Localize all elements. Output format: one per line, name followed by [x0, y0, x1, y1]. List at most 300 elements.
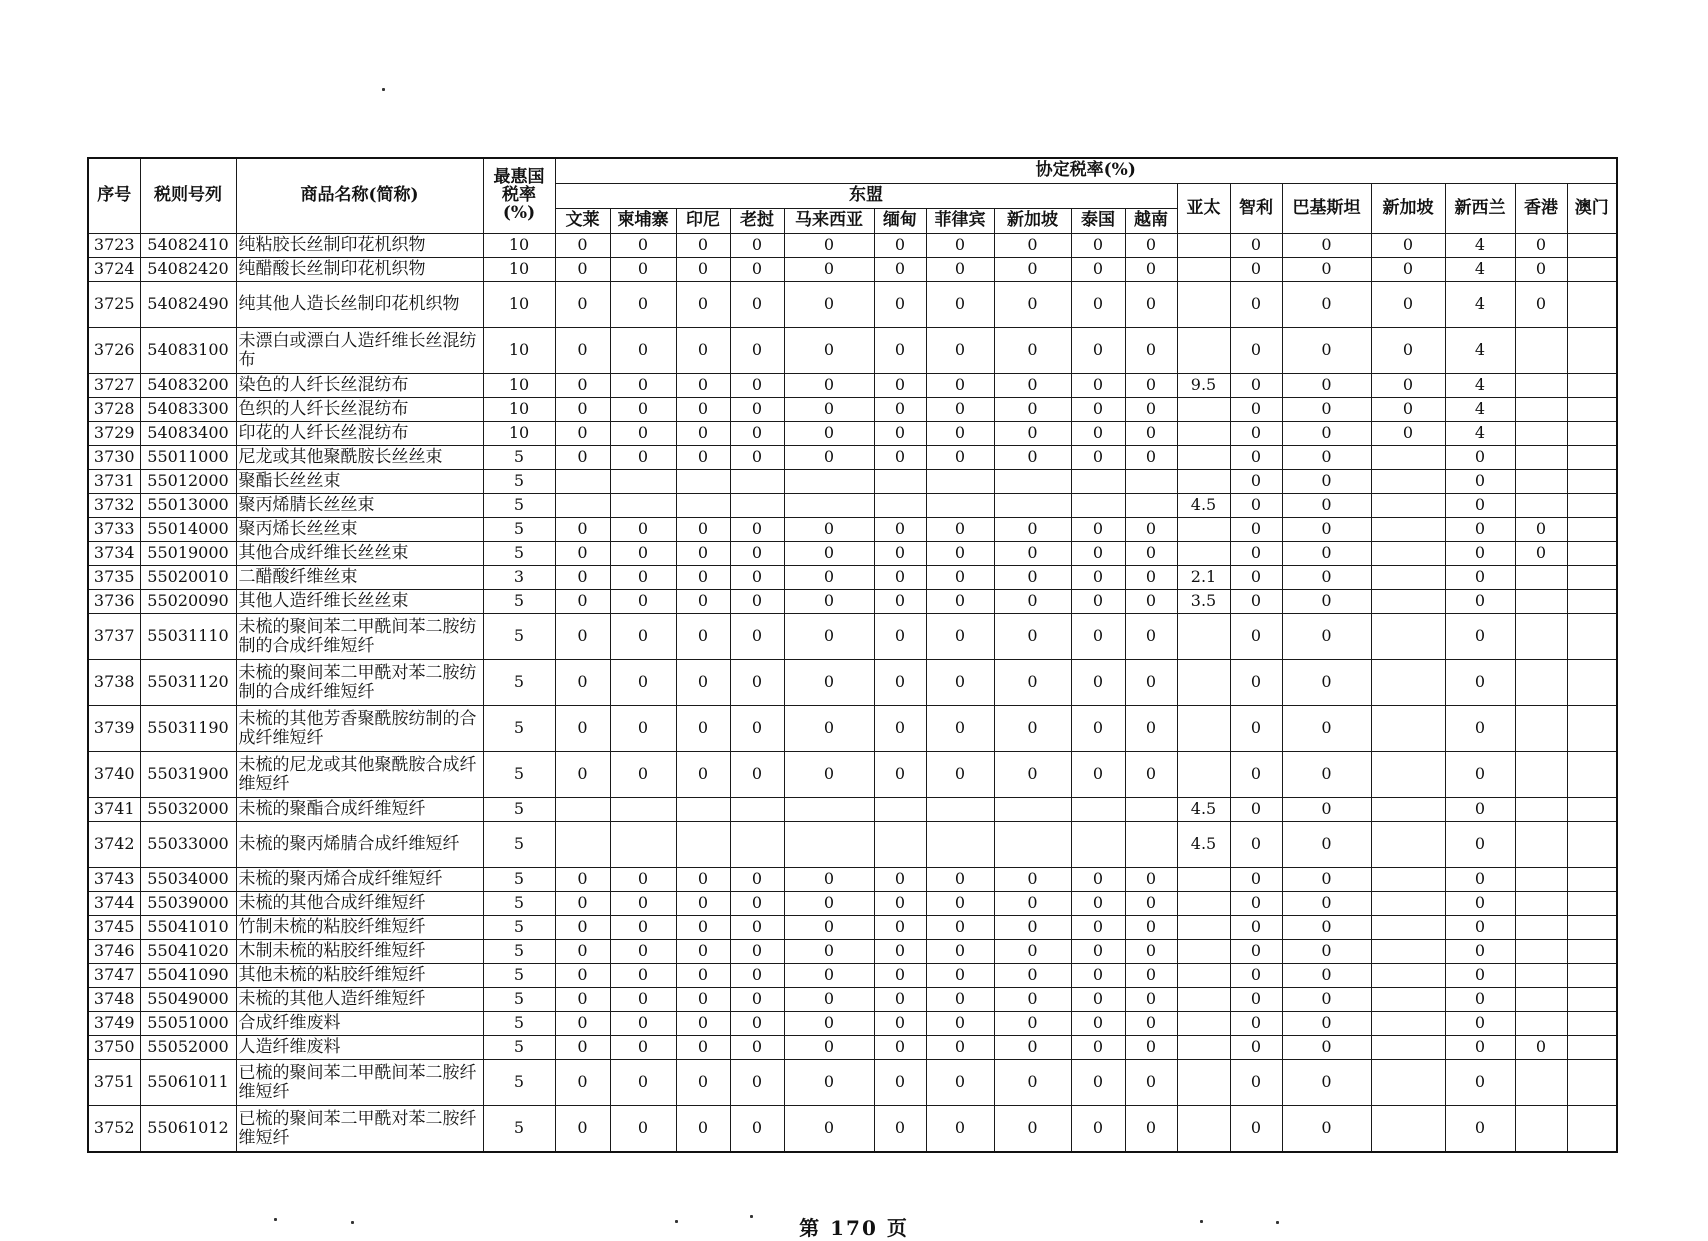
- cell-mfn: 5: [483, 1012, 555, 1036]
- cell-asean-rate: 0: [676, 590, 730, 614]
- cell-asean-rate: 0: [994, 398, 1071, 422]
- cell-asean-rate: 0: [676, 446, 730, 470]
- cell-asean-rate: [730, 798, 784, 822]
- cell-apta: [1177, 964, 1230, 988]
- table-row: [88, 328, 1617, 374]
- cell-asean-rate: 0: [730, 590, 784, 614]
- cell-asean-rate: 0: [994, 258, 1071, 282]
- cell-code: 55031190: [140, 706, 236, 752]
- cell-asean-rate: 0: [610, 590, 676, 614]
- cell-hong-kong: [1515, 470, 1567, 494]
- cell-macau: [1567, 446, 1617, 470]
- cell-seq: 3738: [88, 660, 140, 706]
- cell-seq: 3750: [88, 1036, 140, 1060]
- cell-asean-rate: 0: [555, 940, 610, 964]
- cell-asean-rate: 0: [1071, 660, 1125, 706]
- cell-new-zealand: 0: [1445, 1060, 1515, 1106]
- cell-asean-rate: [610, 798, 676, 822]
- cell-asean-rate: [874, 822, 926, 868]
- cell-mfn: 10: [483, 374, 555, 398]
- cell-chile: 0: [1230, 494, 1282, 518]
- header-asean-member: 印尼: [676, 209, 730, 234]
- cell-asean-rate: 0: [874, 590, 926, 614]
- cell-asean-rate: 0: [676, 566, 730, 590]
- cell-apta: 3.5: [1177, 590, 1230, 614]
- cell-asean-rate: [555, 494, 610, 518]
- cell-code: 55019000: [140, 542, 236, 566]
- cell-asean-rate: [994, 470, 1071, 494]
- cell-asean-rate: [610, 494, 676, 518]
- header-pakistan: 巴基斯坦: [1282, 184, 1371, 234]
- cell-name: 未梳的聚间苯二甲酰对苯二胺纺制的合成纤维短纤: [236, 660, 483, 706]
- cell-apta: [1177, 916, 1230, 940]
- cell-asean-rate: 0: [1071, 614, 1125, 660]
- cell-seq: 3725: [88, 282, 140, 328]
- cell-asean-rate: 0: [676, 706, 730, 752]
- cell-asean-rate: 0: [994, 422, 1071, 446]
- cell-code: 55052000: [140, 1036, 236, 1060]
- cell-code: 54083200: [140, 374, 236, 398]
- scan-speck: [382, 88, 385, 91]
- cell-asean-rate: 0: [1071, 258, 1125, 282]
- cell-hong-kong: 0: [1515, 1036, 1567, 1060]
- cell-asean-rate: 0: [926, 258, 994, 282]
- cell-hong-kong: [1515, 494, 1567, 518]
- cell-asean-rate: 0: [555, 542, 610, 566]
- cell-macau: [1567, 1106, 1617, 1153]
- cell-asean-rate: 0: [874, 940, 926, 964]
- cell-name: 未梳的尼龙或其他聚酰胺合成纤维短纤: [236, 752, 483, 798]
- cell-seq: 3729: [88, 422, 140, 446]
- cell-asean-rate: 0: [610, 706, 676, 752]
- cell-asean-rate: 0: [874, 398, 926, 422]
- cell-pakistan: 0: [1282, 822, 1371, 868]
- cell-asean-rate: [874, 470, 926, 494]
- cell-singapore: [1371, 446, 1445, 470]
- cell-asean-rate: 0: [926, 282, 994, 328]
- cell-new-zealand: 0: [1445, 446, 1515, 470]
- cell-mfn: 5: [483, 494, 555, 518]
- cell-pakistan: 0: [1282, 1060, 1371, 1106]
- cell-apta: 4.5: [1177, 798, 1230, 822]
- cell-asean-rate: 0: [676, 752, 730, 798]
- cell-singapore: [1371, 868, 1445, 892]
- cell-asean-rate: [926, 470, 994, 494]
- cell-hong-kong: [1515, 706, 1567, 752]
- cell-asean-rate: 0: [874, 374, 926, 398]
- table-row: [88, 398, 1617, 422]
- cell-asean-rate: 0: [874, 282, 926, 328]
- table-row: [88, 542, 1617, 566]
- cell-asean-rate: 0: [610, 374, 676, 398]
- table-row: [88, 234, 1617, 258]
- cell-asean-rate: 0: [1125, 940, 1177, 964]
- cell-name: 木制未梳的粘胶纤维短纤: [236, 940, 483, 964]
- cell-asean-rate: 0: [926, 706, 994, 752]
- cell-seq: 3731: [88, 470, 140, 494]
- cell-asean-rate: 0: [874, 892, 926, 916]
- cell-mfn: 5: [483, 752, 555, 798]
- cell-hong-kong: [1515, 446, 1567, 470]
- cell-code: 54082490: [140, 282, 236, 328]
- cell-new-zealand: 0: [1445, 916, 1515, 940]
- cell-apta: 2.1: [1177, 566, 1230, 590]
- cell-seq: 3724: [88, 258, 140, 282]
- cell-asean-rate: 0: [784, 964, 874, 988]
- cell-asean-rate: 0: [730, 868, 784, 892]
- cell-name: 未梳的聚间苯二甲酰间苯二胺纺制的合成纤维短纤: [236, 614, 483, 660]
- cell-code: 54083100: [140, 328, 236, 374]
- cell-chile: 0: [1230, 566, 1282, 590]
- cell-asean-rate: 0: [1125, 1106, 1177, 1153]
- cell-name: 纯其他人造长丝制印花机织物: [236, 282, 483, 328]
- cell-asean-rate: 0: [730, 566, 784, 590]
- cell-apta: [1177, 660, 1230, 706]
- table-row: [88, 494, 1617, 518]
- cell-name: 二醋酸纤维丝束: [236, 566, 483, 590]
- cell-asean-rate: 0: [610, 422, 676, 446]
- cell-singapore: [1371, 470, 1445, 494]
- cell-asean-rate: 0: [676, 1060, 730, 1106]
- cell-seq: 3751: [88, 1060, 140, 1106]
- table-row: [88, 518, 1617, 542]
- cell-mfn: 5: [483, 964, 555, 988]
- cell-hong-kong: [1515, 868, 1567, 892]
- table-row: [88, 374, 1617, 398]
- cell-hong-kong: [1515, 1060, 1567, 1106]
- cell-seq: 3749: [88, 1012, 140, 1036]
- cell-asean-rate: [730, 822, 784, 868]
- table-row: [88, 1106, 1617, 1153]
- cell-apta: [1177, 706, 1230, 752]
- cell-hong-kong: [1515, 398, 1567, 422]
- cell-mfn: 5: [483, 892, 555, 916]
- cell-asean-rate: 0: [926, 518, 994, 542]
- cell-macau: [1567, 964, 1617, 988]
- cell-asean-rate: 0: [555, 590, 610, 614]
- cell-asean-rate: 0: [994, 1060, 1071, 1106]
- cell-asean-rate: 0: [676, 614, 730, 660]
- cell-name: 已梳的聚间苯二甲酰对苯二胺纤维短纤: [236, 1106, 483, 1153]
- cell-singapore: [1371, 940, 1445, 964]
- cell-asean-rate: [676, 822, 730, 868]
- cell-asean-rate: 0: [926, 446, 994, 470]
- cell-asean-rate: 0: [1125, 1012, 1177, 1036]
- cell-asean-rate: 0: [555, 1106, 610, 1153]
- cell-asean-rate: 0: [1125, 446, 1177, 470]
- header-mfn-line3: (%): [502, 202, 536, 223]
- cell-new-zealand: 0: [1445, 706, 1515, 752]
- cell-asean-rate: 0: [994, 988, 1071, 1012]
- cell-asean-rate: 0: [1071, 1012, 1125, 1036]
- cell-chile: 0: [1230, 1060, 1282, 1106]
- cell-new-zealand: 0: [1445, 660, 1515, 706]
- cell-macau: [1567, 614, 1617, 660]
- cell-asean-rate: 0: [1125, 234, 1177, 258]
- cell-chile: 0: [1230, 1036, 1282, 1060]
- cell-macau: [1567, 590, 1617, 614]
- cell-asean-rate: 0: [730, 518, 784, 542]
- table-row: [88, 422, 1617, 446]
- cell-asean-rate: 0: [555, 374, 610, 398]
- cell-asean-rate: 0: [874, 234, 926, 258]
- cell-asean-rate: 0: [730, 422, 784, 446]
- cell-asean-rate: 0: [676, 328, 730, 374]
- cell-pakistan: 0: [1282, 988, 1371, 1012]
- cell-asean-rate: 0: [874, 1060, 926, 1106]
- cell-asean-rate: [1071, 470, 1125, 494]
- cell-apta: [1177, 234, 1230, 258]
- cell-singapore: [1371, 1036, 1445, 1060]
- cell-asean-rate: 0: [926, 940, 994, 964]
- cell-asean-rate: 0: [676, 1036, 730, 1060]
- table-row: [88, 660, 1617, 706]
- cell-macau: [1567, 916, 1617, 940]
- cell-pakistan: 0: [1282, 398, 1371, 422]
- cell-singapore: [1371, 614, 1445, 660]
- cell-hong-kong: [1515, 916, 1567, 940]
- cell-seq: 3728: [88, 398, 140, 422]
- cell-code: 55031900: [140, 752, 236, 798]
- cell-chile: 0: [1230, 892, 1282, 916]
- cell-new-zealand: 0: [1445, 988, 1515, 1012]
- cell-name: 未梳的其他人造纤维短纤: [236, 988, 483, 1012]
- page-footer: 第 170 页: [799, 1216, 909, 1240]
- cell-asean-rate: 0: [1125, 892, 1177, 916]
- cell-asean-rate: 0: [1125, 328, 1177, 374]
- cell-hong-kong: [1515, 940, 1567, 964]
- cell-mfn: 5: [483, 940, 555, 964]
- cell-code: 55041010: [140, 916, 236, 940]
- cell-apta: [1177, 282, 1230, 328]
- cell-pakistan: 0: [1282, 422, 1371, 446]
- cell-mfn: 5: [483, 590, 555, 614]
- cell-asean-rate: 0: [555, 660, 610, 706]
- cell-singapore: 0: [1371, 328, 1445, 374]
- cell-mfn: 10: [483, 328, 555, 374]
- cell-asean-rate: 0: [994, 1036, 1071, 1060]
- cell-asean-rate: [730, 470, 784, 494]
- cell-seq: 3745: [88, 916, 140, 940]
- cell-asean-rate: 0: [1071, 590, 1125, 614]
- cell-asean-rate: 0: [874, 752, 926, 798]
- cell-chile: 0: [1230, 614, 1282, 660]
- cell-asean-rate: [1125, 470, 1177, 494]
- cell-apta: [1177, 470, 1230, 494]
- cell-asean-rate: [730, 494, 784, 518]
- cell-asean-rate: 0: [874, 614, 926, 660]
- cell-asean-rate: 0: [676, 398, 730, 422]
- cell-asean-rate: 0: [1071, 518, 1125, 542]
- cell-seq: 3747: [88, 964, 140, 988]
- header-asean-member: 柬埔寨: [610, 209, 676, 234]
- cell-asean-rate: 0: [994, 282, 1071, 328]
- cell-asean-rate: 0: [610, 660, 676, 706]
- cell-pakistan: 0: [1282, 752, 1371, 798]
- cell-asean-rate: 0: [730, 964, 784, 988]
- cell-asean-rate: 0: [555, 1060, 610, 1106]
- cell-mfn: 10: [483, 282, 555, 328]
- cell-mfn: 5: [483, 518, 555, 542]
- cell-asean-rate: 0: [555, 892, 610, 916]
- table-row: [88, 798, 1617, 822]
- cell-pakistan: 0: [1282, 282, 1371, 328]
- cell-macau: [1567, 892, 1617, 916]
- cell-macau: [1567, 1060, 1617, 1106]
- header-mfn: [483, 158, 555, 234]
- cell-apta: [1177, 422, 1230, 446]
- cell-new-zealand: 4: [1445, 328, 1515, 374]
- cell-asean-rate: 0: [784, 706, 874, 752]
- cell-pakistan: 0: [1282, 1106, 1371, 1153]
- cell-asean-rate: [555, 470, 610, 494]
- cell-hong-kong: [1515, 892, 1567, 916]
- cell-seq: 3733: [88, 518, 140, 542]
- cell-seq: 3726: [88, 328, 140, 374]
- cell-apta: [1177, 940, 1230, 964]
- cell-asean-rate: 0: [1125, 988, 1177, 1012]
- cell-asean-rate: [1071, 798, 1125, 822]
- header-asean-member: 泰国: [1071, 209, 1125, 234]
- cell-name: 色织的人纤长丝混纺布: [236, 398, 483, 422]
- cell-name: 其他未梳的粘胶纤维短纤: [236, 964, 483, 988]
- cell-asean-rate: 0: [926, 328, 994, 374]
- cell-asean-rate: 0: [784, 660, 874, 706]
- table-body: [88, 234, 1617, 1153]
- cell-asean-rate: 0: [676, 374, 730, 398]
- cell-asean-rate: 0: [994, 590, 1071, 614]
- cell-asean-rate: 0: [874, 988, 926, 1012]
- cell-asean-rate: 0: [926, 1012, 994, 1036]
- cell-asean-rate: 0: [676, 940, 730, 964]
- cell-hong-kong: 0: [1515, 542, 1567, 566]
- cell-new-zealand: 0: [1445, 868, 1515, 892]
- header-asean-member: 新加坡: [994, 209, 1071, 234]
- cell-mfn: 5: [483, 1036, 555, 1060]
- cell-seq: 3741: [88, 798, 140, 822]
- cell-chile: 0: [1230, 422, 1282, 446]
- cell-asean-rate: 0: [784, 234, 874, 258]
- cell-asean-rate: 0: [730, 328, 784, 374]
- tariff-sheet: [87, 157, 1618, 1153]
- cell-apta: [1177, 398, 1230, 422]
- cell-pakistan: 0: [1282, 258, 1371, 282]
- cell-seq: 3752: [88, 1106, 140, 1153]
- cell-asean-rate: 0: [1125, 1060, 1177, 1106]
- cell-mfn: 5: [483, 916, 555, 940]
- cell-asean-rate: 0: [874, 1036, 926, 1060]
- cell-asean-rate: 0: [994, 660, 1071, 706]
- cell-asean-rate: 0: [730, 398, 784, 422]
- cell-asean-rate: 0: [926, 398, 994, 422]
- header-new-zealand: 新西兰: [1445, 184, 1515, 234]
- cell-chile: 0: [1230, 822, 1282, 868]
- table-row: [88, 1012, 1617, 1036]
- cell-asean-rate: 0: [730, 374, 784, 398]
- cell-asean-rate: 0: [784, 518, 874, 542]
- cell-asean-rate: 0: [1071, 398, 1125, 422]
- cell-hong-kong: [1515, 614, 1567, 660]
- cell-asean-rate: [676, 470, 730, 494]
- cell-pakistan: 0: [1282, 566, 1371, 590]
- cell-hong-kong: [1515, 1012, 1567, 1036]
- cell-asean-rate: [926, 494, 994, 518]
- cell-asean-rate: 0: [1125, 752, 1177, 798]
- header-agreement: 协定税率(%): [555, 158, 1617, 184]
- cell-singapore: 0: [1371, 258, 1445, 282]
- cell-name: 聚丙烯腈长丝丝束: [236, 494, 483, 518]
- header-asean-member: 缅甸: [874, 209, 926, 234]
- cell-seq: 3748: [88, 988, 140, 1012]
- cell-pakistan: 0: [1282, 706, 1371, 752]
- cell-hong-kong: [1515, 422, 1567, 446]
- cell-apta: [1177, 328, 1230, 374]
- cell-asean-rate: 0: [1071, 1106, 1125, 1153]
- cell-asean-rate: 0: [994, 916, 1071, 940]
- cell-asean-rate: 0: [1071, 1036, 1125, 1060]
- cell-singapore: [1371, 916, 1445, 940]
- cell-asean-rate: 0: [1125, 518, 1177, 542]
- cell-new-zealand: 0: [1445, 798, 1515, 822]
- cell-asean-rate: [1125, 822, 1177, 868]
- cell-apta: [1177, 1036, 1230, 1060]
- cell-asean-rate: 0: [555, 1036, 610, 1060]
- cell-seq: 3746: [88, 940, 140, 964]
- cell-chile: 0: [1230, 1012, 1282, 1036]
- cell-asean-rate: [784, 470, 874, 494]
- cell-chile: 0: [1230, 916, 1282, 940]
- cell-asean-rate: 0: [676, 660, 730, 706]
- cell-asean-rate: 0: [1071, 374, 1125, 398]
- cell-hong-kong: [1515, 798, 1567, 822]
- cell-name: 人造纤维废料: [236, 1036, 483, 1060]
- cell-asean-rate: 0: [1071, 446, 1125, 470]
- cell-asean-rate: 0: [555, 988, 610, 1012]
- cell-pakistan: 0: [1282, 328, 1371, 374]
- cell-asean-rate: [874, 494, 926, 518]
- cell-asean-rate: 0: [926, 868, 994, 892]
- table-row: [88, 282, 1617, 328]
- cell-chile: 0: [1230, 398, 1282, 422]
- cell-asean-rate: 0: [926, 1036, 994, 1060]
- cell-pakistan: 0: [1282, 518, 1371, 542]
- cell-asean-rate: 0: [926, 988, 994, 1012]
- cell-asean-rate: 0: [784, 258, 874, 282]
- cell-macau: [1567, 868, 1617, 892]
- cell-asean-rate: 0: [1071, 916, 1125, 940]
- cell-asean-rate: [676, 494, 730, 518]
- cell-pakistan: 0: [1282, 470, 1371, 494]
- cell-asean-rate: [1071, 494, 1125, 518]
- cell-macau: [1567, 518, 1617, 542]
- cell-asean-rate: [610, 822, 676, 868]
- cell-apta: 9.5: [1177, 374, 1230, 398]
- cell-asean-rate: 0: [555, 328, 610, 374]
- cell-new-zealand: 4: [1445, 234, 1515, 258]
- header-asean: 东盟: [555, 184, 1177, 209]
- cell-seq: 3737: [88, 614, 140, 660]
- cell-asean-rate: 0: [994, 892, 1071, 916]
- cell-new-zealand: 0: [1445, 1036, 1515, 1060]
- cell-new-zealand: 0: [1445, 1106, 1515, 1153]
- cell-code: 55051000: [140, 1012, 236, 1036]
- cell-asean-rate: 0: [1071, 234, 1125, 258]
- cell-asean-rate: 0: [784, 916, 874, 940]
- cell-new-zealand: 0: [1445, 494, 1515, 518]
- table-row: [88, 916, 1617, 940]
- cell-asean-rate: 0: [676, 258, 730, 282]
- cell-asean-rate: 0: [784, 988, 874, 1012]
